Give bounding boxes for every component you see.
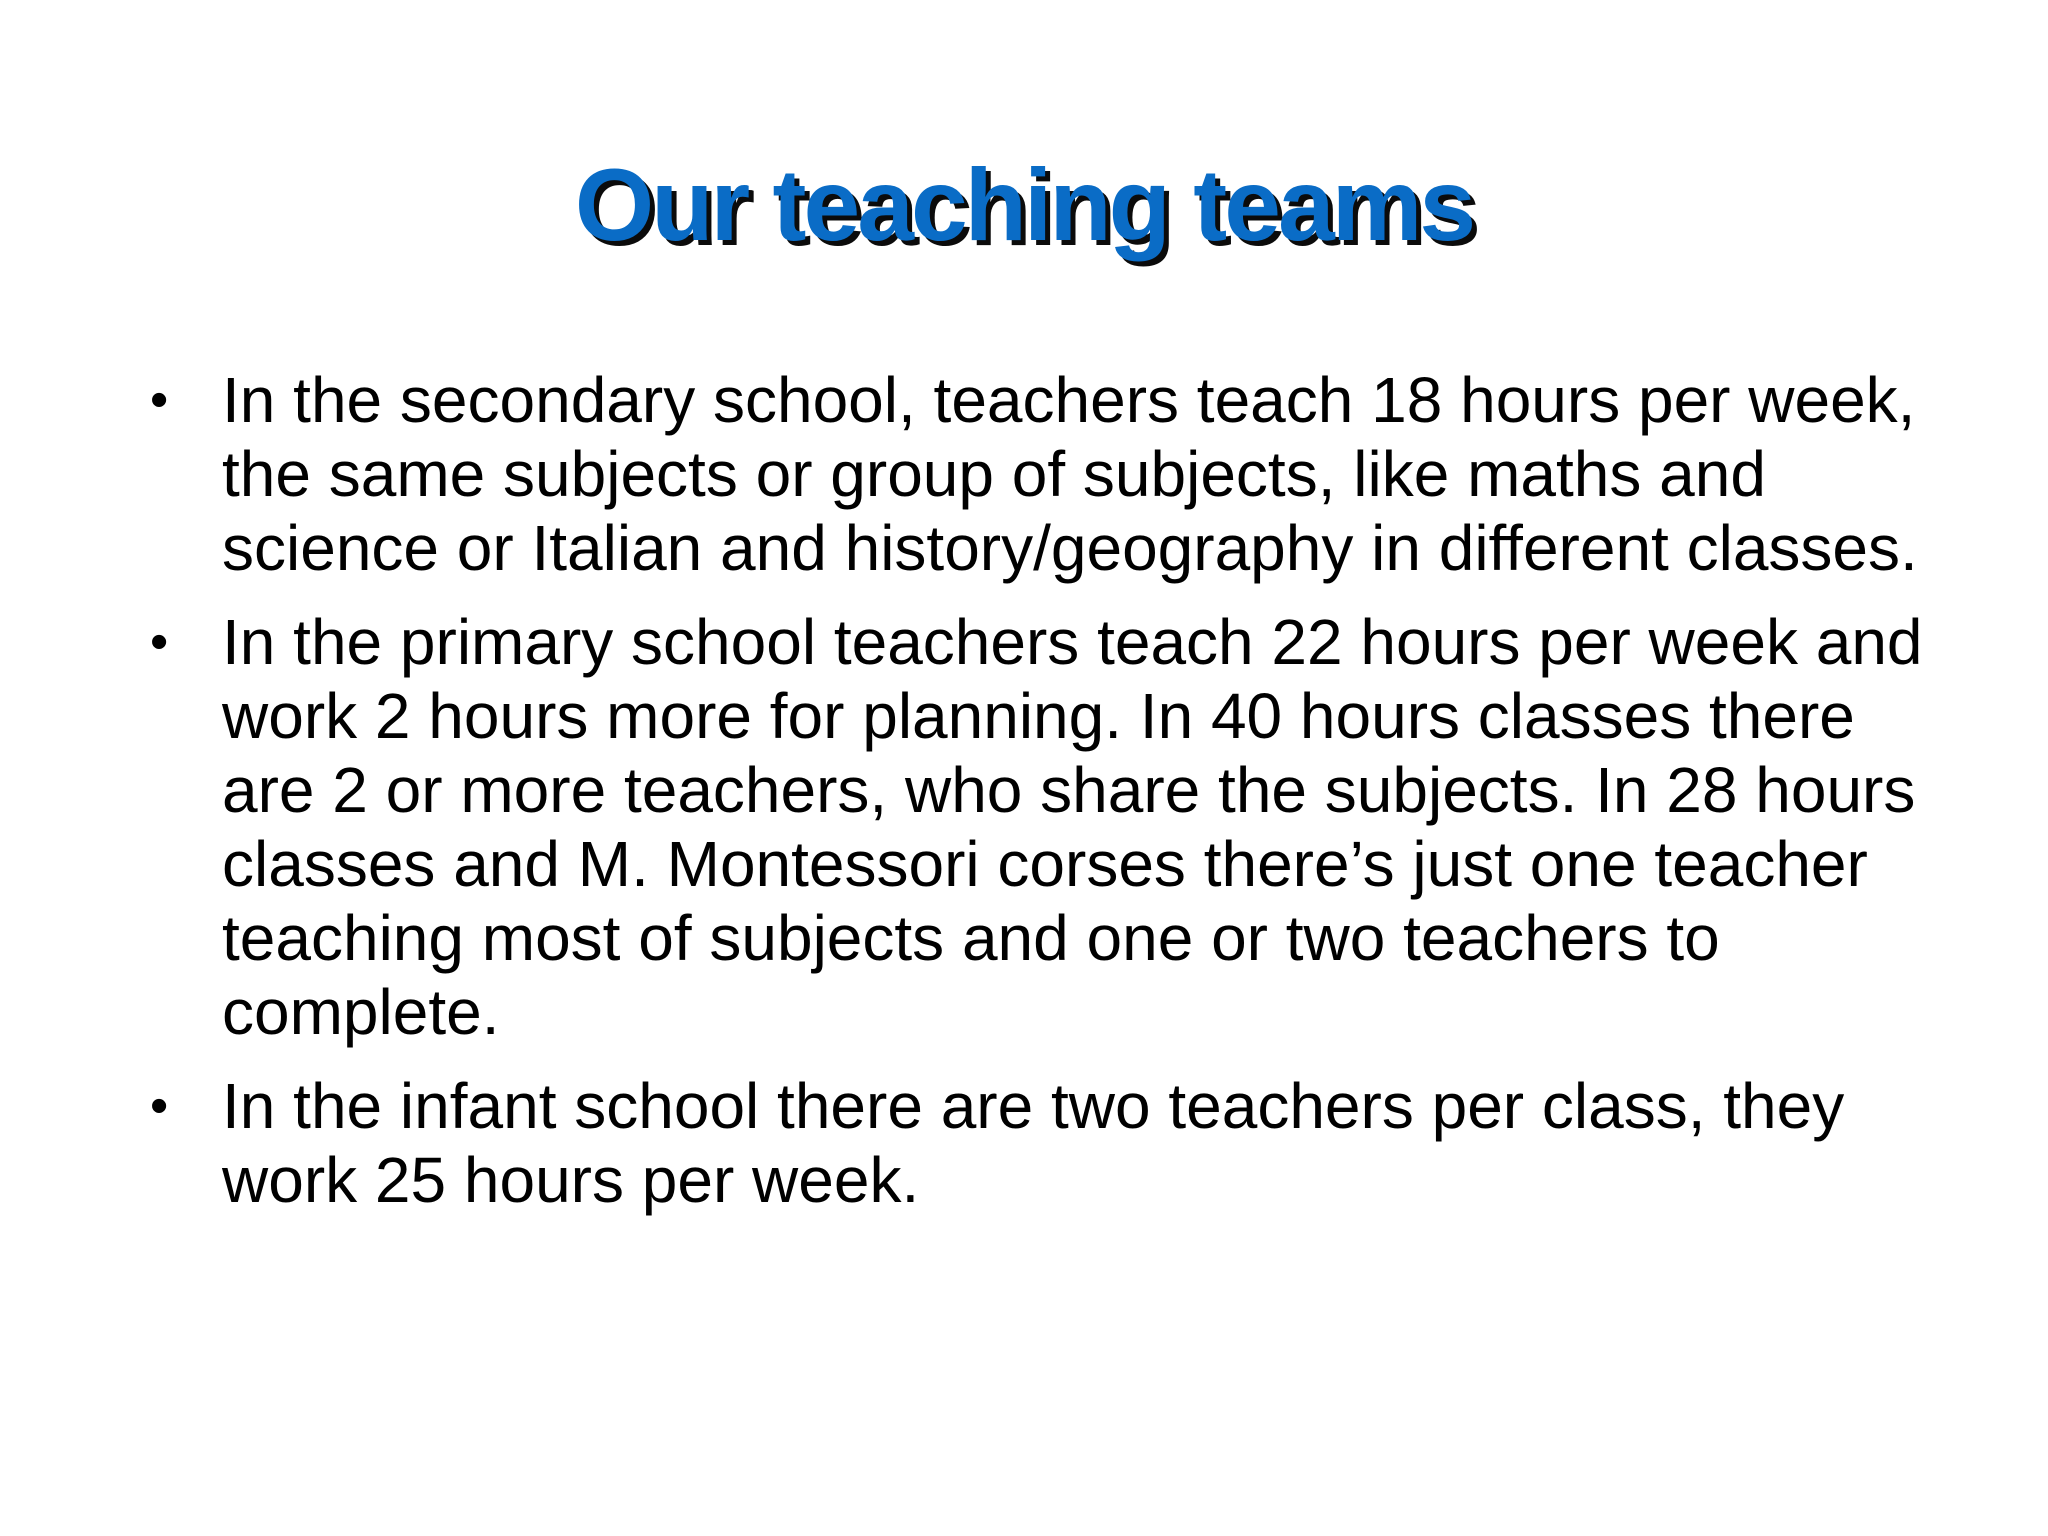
- bullet-item-infant-school: [148, 1069, 1948, 1217]
- bullet-list: [148, 363, 1948, 1237]
- bullet-icon: •: [150, 1077, 169, 1135]
- slide-title: Our teaching teams: [574, 148, 1474, 262]
- bullet-item-primary-school: [148, 605, 1948, 1049]
- bullet-text: In the infant school there are two teachers per class, they work 25 hours per week.: [222, 1070, 1845, 1216]
- bullet-text: In the primary school teachers teach 22 hours per week and work 2 hours more for planning. In 40 hours classes there are 2 or more teachers, who share the subjects. In 28 hours classes and M. Montessori corses there’s just one teacher teaching most of subjects and one or two teachers to complete.: [222, 606, 1923, 1048]
- bullet-text: In the secondary school, teachers teach 18 hours per week, the same subjects or group of subjects, like maths and science or Italian and history/geography in different classes.: [222, 364, 1918, 584]
- bullet-item-secondary-school: [148, 363, 1948, 585]
- bullet-icon: •: [150, 613, 169, 671]
- bullet-icon: •: [150, 371, 169, 429]
